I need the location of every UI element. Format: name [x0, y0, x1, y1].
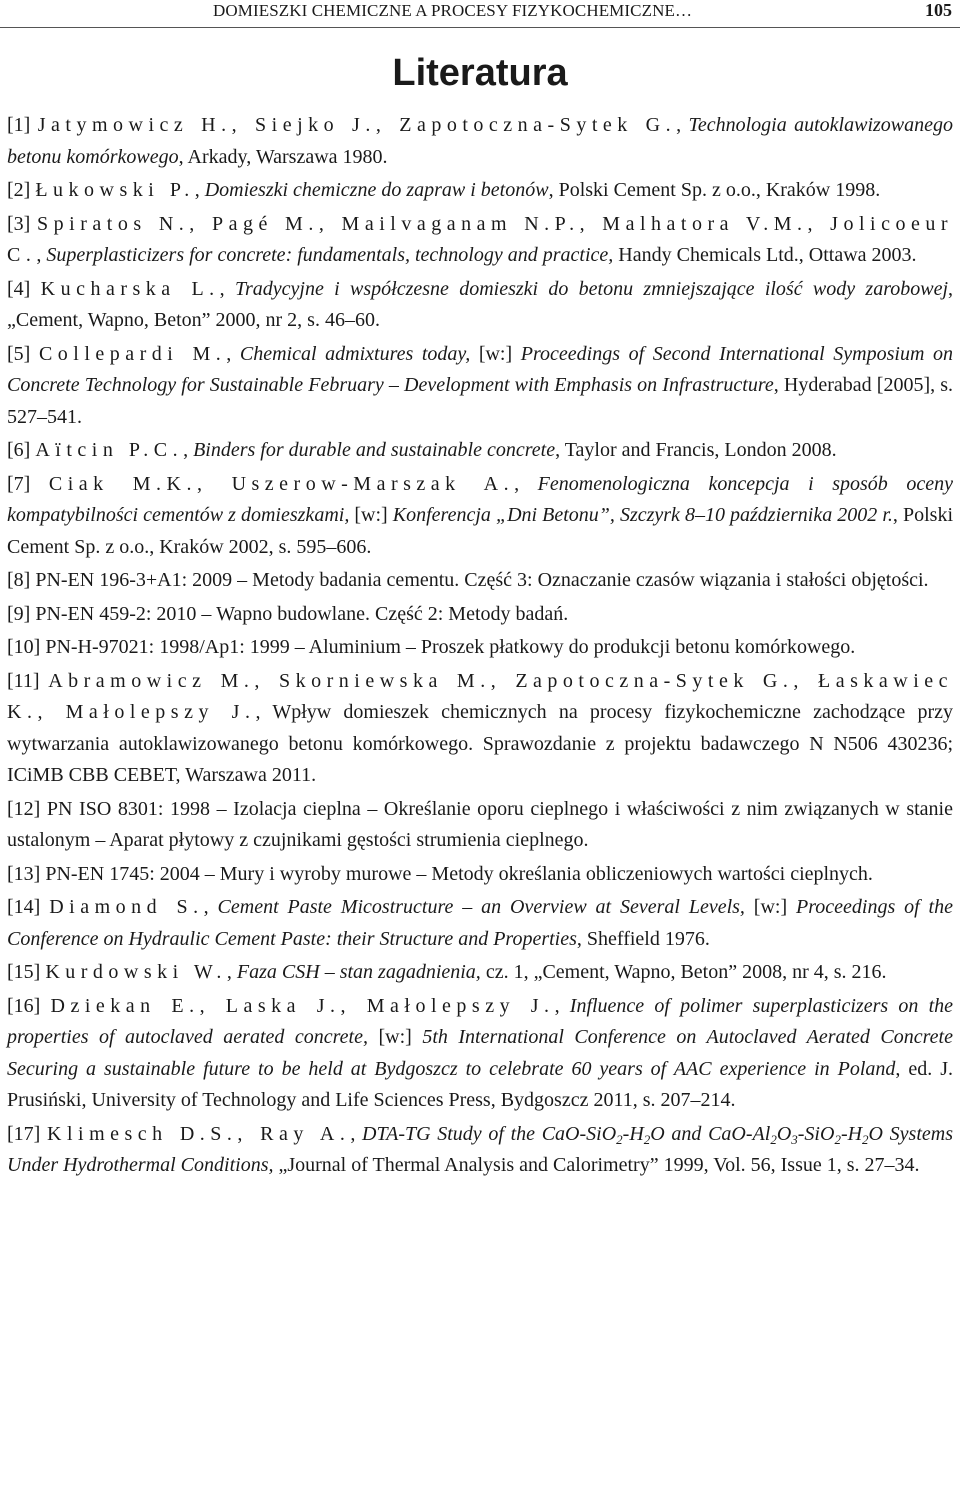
reference-authors: Diamond S. [49, 896, 204, 918]
reference-authors: Ciak M.K., Uszerow-Marszak A. [48, 472, 515, 495]
reference-details: cz. 1, „Cement, Wapno, Beton” 2008, nr 4, s. 216. [485, 961, 887, 983]
reference-authors: Łukowski P. [35, 179, 195, 201]
reference-source: Proceedings of the Conference on Hydraulic Cement Paste: their Structure and Properties [7, 896, 953, 950]
section-title: Literatura [392, 52, 568, 94]
reference-item-3: [3] Spiratos N., Pagé M., Mailvaganam N.P., Malhatora V.M., Jolicoeur C., Superplasticizers for concrete: fundamentals, technology and practice, Handy Chemicals Ltd., Ottawa 2003. [7, 212, 953, 266]
reference-details: ed. J. Prusiński, University of Technology and Life Sciences Press, Bydgoszcz 2011, s. 207–214. [7, 1057, 954, 1111]
reference-title: Chemical admixtures today, [239, 342, 471, 365]
reference-authors: Spiratos N., Pagé M., Mailvaganam N.P., Malhatora V.M., Jolicoeur C. [7, 212, 953, 266]
reference-item-8: [8] PN-EN 196-3+A1: 2009 – Metody badania cementu. Część 3: Oznaczanie czasów wiązania i stałości objętości. [7, 569, 929, 591]
page-number: 105 [925, 0, 952, 20]
reference-details: Taylor and Francis, London 2008. [564, 439, 837, 461]
reference-item-12: [12] PN ISO 8301: 1998 – Izolacja cieplna – Określanie oporu cieplnego i właściwości z nim związanych w stanie ustalonym – Aparat płytowy z czujnikami gęstości strumienia cieplnego. [7, 797, 953, 851]
reference-authors: Kurdowski W. [45, 961, 227, 983]
reference-title: Superplasticizers for concrete: fundamentals, technology and practice, [46, 244, 614, 266]
reference-details: Handy Chemicals Ltd., Ottawa 2003. [618, 244, 917, 266]
reference-authors: Kucharska L. [40, 277, 220, 300]
reference-text: PN-EN 196-3+A1: 2009 – Metody badania cementu. Część 3: Oznaczanie czasów wiązania i stałości objętości. [35, 569, 929, 591]
reference-details: Polski Cement Sp. z o.o., Kraków 1998. [558, 179, 881, 201]
reference-list [7, 110, 953, 1184]
reference-authors: Dziekan E., Laska J., Małolepszy J. [50, 994, 555, 1017]
reference-text: PN-H-97021: 1998/Ap1: 1999 – Aluminium – Proszek płatkowy do produkcji betonu komórkowego. [45, 636, 856, 658]
reference-item-4: [4] Kucharska L., Tradycyjne i współczesne domieszki do betonu zmniejszające ilość wody zarobowej, „Cement, Wapno, Beton” 2000, nr 2, s. 46–60. [7, 277, 954, 331]
reference-item-5: [5] Collepardi M., Chemical admixtures today, [w:] Proceedings of Second International Symposium on Concrete Technology for Sustainable February – Development with Emphasis on Infrastructure, Hyderabad [2005], s. 527–541. [7, 342, 954, 428]
reference-details: Hyderabad [2005], s. 527–541. [7, 374, 954, 428]
reference-authors: Collepardi M. [38, 342, 227, 365]
reference-authors: Aïtcin P.C. [35, 439, 184, 461]
reference-item-2: [2] Łukowski P., Domieszki chemiczne do zapraw i betonów, Polski Cement Sp. z o.o., Kraków 1998. [7, 179, 881, 201]
reference-text: PN ISO 8301: 1998 – Izolacja cieplna – Określanie oporu cieplnego i właściwości z nim związanych w stanie ustalonym – Aparat płytowy z czujnikami gęstości strumienia cieplnego. [7, 797, 953, 851]
reference-title: Binders for durable and sustainable concrete [193, 439, 556, 461]
reference-authors: Jatymowicz H., Siejko J., Zapotoczna-Sytek G. [37, 114, 677, 136]
reference-details: Arkady, Warszawa 1980. [187, 145, 388, 168]
reference-item-6: [6] Aïtcin P.C., Binders for durable and sustainable concrete, Taylor and Francis, London 2008. [7, 439, 837, 461]
reference-details: „Journal of Thermal Analysis and Calorimetry” 1999, Vol. 56, Issue 1, s. 27–34. [278, 1154, 920, 1176]
reference-text: PN-EN 1745: 2004 – Mury i wyroby murowe – Metody określania obliczeniowych wartości cieplnych. [45, 862, 873, 885]
reference-details: „Cement, Wapno, Beton” 2000, nr 2, s. 46–60. [7, 309, 380, 331]
reference-details: Polski Cement Sp. z o.o., Kraków 2002, s. 595–606. [7, 504, 954, 558]
reference-source: Proceedings of Second International Symposium on Concrete Technology for Sustainable February – Development with Emphasis on Infrastructure [7, 342, 953, 396]
reference-title: Fenomenologiczna koncepcja i sposób oceny kompatybilności cementów z domieszkami, [7, 472, 953, 526]
reference-title: Tradycyjne i współczesne domieszki do betonu zmniejszające ilość wody zarobowej [234, 277, 949, 300]
header-rule [0, 27, 960, 28]
reference-details: Wpływ domieszek chemicznych na procesy fizykochemiczne zachodzące przy wytwarzania autoklawizowanego betonu komórkowego. Sprawozdanie z projektu badawczego N N506 430236; ICiMB CBB CEBET, Warszawa 2011. [7, 701, 954, 786]
reference-item-1: [1] Jatymowicz H., Siejko J., Zapotoczna-Sytek G., Technologia autoklawizowanego betonu komórkowego, Arkady, Warszawa 1980. [7, 114, 954, 168]
reference-item-9: [9] PN-EN 459-2: 2010 – Wapno budowlane. Część 2: Metody badań. [7, 602, 569, 625]
reference-source: 5th International Conference on Autoclaved Aerated Concrete Securing a sustainable future to be held at Bydgoszcz to celebrate 60 years of AAC experience in Poland [7, 1026, 953, 1080]
reference-title: Influence of polimer superplasticizers on the properties of autoclaved aerated concrete, [7, 994, 953, 1048]
reference-title: Technologia autoklawizowanego betonu komórkowego [7, 114, 954, 168]
reference-title: DTA-TG Study of the CaO-$SiO_2-H_2O$ and CaO-$Al_2O_3-SiO_2-H_2O$ Systems Under Hydrothermal Conditions, [7, 1122, 953, 1176]
reference-item-10: [10] PN-H-97021: 1998/Ap1: 1999 – Aluminium – Proszek płatkowy do produkcji betonu komórkowego. [7, 636, 856, 658]
reference-source: Konferencja „Dni Betonu”, Szczyrk 8–10 października 2002 r. [392, 504, 893, 526]
running-title: DOMIESZKI CHEMICZNE A PROCESY FIZYKOCHEMICZNE… [213, 1, 693, 20]
reference-text: PN-EN 459-2: 2010 – Wapno budowlane. Część 2: Metody badań. [35, 602, 569, 625]
reference-item-16: [16] Dziekan E., Laska J., Małolepszy J., Influence of polimer superplasticizers on the properties of autoclaved aerated concrete, [w:] 5th International Conference on Autoclaved Aerated Concrete Securing a sustainable future to be held at Bydgoszcz to celebrate 60 years of AAC experience in Poland, ed. J. Prusiński, University of Technology and Life Sciences Press, Bydgoszcz 2011, s. 207–214. [7, 994, 954, 1111]
reference-item-7: [7] Ciak M.K., Uszerow-Marszak A., Fenomenologiczna koncepcja i sposób oceny kompatybilności cementów z domieszkami, [w:] Konferencja „Dni Betonu”, Szczyrk 8–10 października 2002 r., Polski Cement Sp. z o.o., Kraków 2002, s. 595–606. [7, 472, 954, 558]
reference-item-15: [15] Kurdowski W., Faza CSH – stan zagadnienia, cz. 1, „Cement, Wapno, Beton” 2008, nr 4, s. 216. [7, 961, 887, 983]
reference-title: Faza CSH – stan zagadnienia, [236, 961, 481, 983]
reference-item-11: [11] Abramowicz M., Skorniewska M., Zapotoczna-Sytek G., Łaskawiec K., Małolepszy J., Wpływ domieszek chemicznych na procesy fizykochemiczne zachodzące przy wytwarzania autoklawizowanego betonu komórkowego. Sprawozdanie z projektu badawczego N N506 430236; ICiMB CBB CEBET, Warszawa 2011. [7, 669, 954, 786]
reference-item-13: [13] PN-EN 1745: 2004 – Mury i wyroby murowe – Metody określania obliczeniowych wartości cieplnych. [7, 862, 873, 885]
running-header [0, 0, 960, 30]
reference-item-14: [14] Diamond S., Cement Paste Micostructure – an Overview at Several Levels, [w:] Proceedings of the Conference on Hydraulic Cement Paste: their Structure and Properties, Sheffield 1976. [7, 896, 953, 950]
reference-authors: Klimesch D.S., Ray A. [47, 1122, 351, 1145]
reference-title: Domieszki chemiczne do zapraw i betonów [204, 179, 549, 201]
reference-details: Sheffield 1976. [586, 927, 710, 950]
reference-item-17: [17] Klimesch D.S., Ray A., DTA-TG Study of the CaO-$SiO_2-H_2O$ and CaO-$Al_2O_3-SiO_2-H_2O$ Systems Under Hydrothermal Conditions, „Journal of Thermal Analysis and Calorimetry” 1999, Vol. 56, Issue 1, s. 27–34. [7, 1122, 953, 1176]
reference-title: Cement Paste Micostructure – an Overview at Several Levels, [217, 896, 745, 918]
reference-authors: Abramowicz M., Skorniewska M., Zapotoczna-Sytek G., Łaskawiec K., Małolepszy J. [7, 669, 953, 723]
